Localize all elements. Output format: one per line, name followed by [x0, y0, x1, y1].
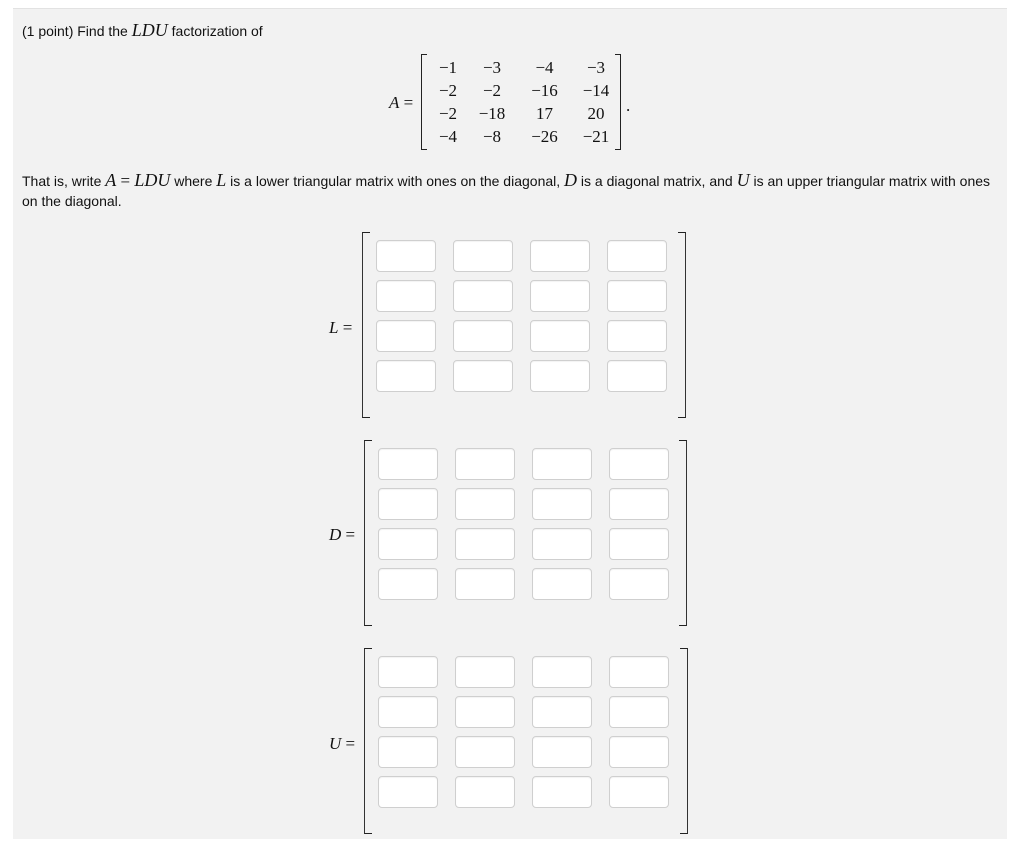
matrix-d-input-r1-c3[interactable] — [532, 448, 592, 480]
matrix-l-input-r4-c2[interactable] — [453, 360, 513, 392]
matrix-l-input-r3-c1[interactable] — [376, 320, 436, 352]
matrix-a-cell: −2 — [482, 81, 502, 100]
matrix-l-input-r3-c3[interactable] — [530, 320, 590, 352]
matrix-a-cell: −26 — [531, 127, 558, 146]
matrix-u-left-bracket — [364, 648, 372, 834]
matrix-a-label: A = — [389, 93, 414, 112]
matrix-a-left-bracket — [421, 54, 427, 150]
matrix-l-input-r4-c4[interactable] — [607, 360, 667, 392]
matrix-a-right-bracket — [615, 54, 621, 150]
matrix-u-input-r1-c1[interactable] — [378, 656, 438, 688]
matrix-l-input-r4-c1[interactable] — [376, 360, 436, 392]
matrix-d-input-r3-c3[interactable] — [532, 528, 592, 560]
matrix-l-input-r2-c4[interactable] — [607, 280, 667, 312]
matrix-d-input-r3-c4[interactable] — [609, 528, 669, 560]
problem-text-prefix: (1 point) Find the — [22, 23, 132, 39]
matrix-u-input-r4-c3[interactable] — [532, 776, 592, 808]
matrix-l-input-r1-c4[interactable] — [607, 240, 667, 272]
matrix-a-cell: −4 — [438, 127, 458, 146]
matrix-u-input-r4-c1[interactable] — [378, 776, 438, 808]
matrix-a-cell: −4 — [535, 58, 554, 77]
matrix-u-label: U = — [329, 734, 356, 753]
matrix-a-cell: −1 — [438, 58, 458, 77]
matrix-u-symbol: U — [329, 734, 342, 753]
matrix-l-input-r1-c3[interactable] — [530, 240, 590, 272]
matrix-u-input-r2-c4[interactable] — [609, 696, 669, 728]
problem-text-suffix: factorization of — [167, 23, 263, 39]
desc-symbol-ldu: LDU — [134, 170, 171, 190]
desc-text-2: where — [170, 173, 217, 189]
matrix-u-right-bracket — [680, 648, 688, 834]
desc-symbol-a: A — [105, 170, 117, 190]
desc-text-4: is a diagonal matrix, and — [577, 173, 737, 189]
matrix-u-input-r2-c3[interactable] — [532, 696, 592, 728]
desc-symbol-l: L — [216, 170, 227, 190]
desc-symbol-d: D — [564, 170, 578, 190]
matrix-u-input-r1-c3[interactable] — [532, 656, 592, 688]
matrix-a-cell: 20 — [587, 104, 605, 123]
matrix-l-symbol: L — [329, 318, 339, 337]
matrix-a-cell: −3 — [586, 58, 606, 77]
matrix-d-symbol: D — [329, 525, 342, 544]
matrix-d-label: D = — [329, 525, 356, 544]
matrix-l-input-r3-c4[interactable] — [607, 320, 667, 352]
matrix-l-input-r1-c1[interactable] — [376, 240, 436, 272]
matrix-a-symbol: A — [389, 93, 400, 112]
matrix-l-input-r3-c2[interactable] — [453, 320, 513, 352]
matrix-d-input-r1-c4[interactable] — [609, 448, 669, 480]
matrix-u-input-r3-c4[interactable] — [609, 736, 669, 768]
matrix-d-input-r1-c2[interactable] — [455, 448, 515, 480]
matrix-d-input-r4-c1[interactable] — [378, 568, 438, 600]
matrix-u-input-r3-c2[interactable] — [455, 736, 515, 768]
desc-text-5: is an upper triangular matrix with ones on the diagonal. — [22, 173, 991, 209]
matrix-a-cell: −16 — [531, 81, 558, 100]
matrix-d-input-r2-c3[interactable] — [532, 488, 592, 520]
matrix-l-right-bracket — [678, 232, 686, 418]
matrix-l-grid — [376, 240, 667, 392]
matrix-l-label: L = — [329, 318, 353, 337]
matrix-a-period: . — [626, 96, 631, 115]
desc-text-1: That is, write — [22, 173, 106, 189]
matrix-l-input-r2-c3[interactable] — [530, 280, 590, 312]
matrix-u — [364, 648, 688, 834]
matrix-a — [421, 54, 621, 150]
matrix-d-grid — [378, 448, 669, 600]
matrix-u-grid — [378, 656, 669, 808]
matrix-l-input-r4-c3[interactable] — [530, 360, 590, 392]
matrix-d-input-r1-c1[interactable] — [378, 448, 438, 480]
matrix-d-input-r2-c1[interactable] — [378, 488, 438, 520]
desc-equals: = — [116, 171, 135, 190]
matrix-u-input-r1-c4[interactable] — [609, 656, 669, 688]
matrix-u-input-r4-c4[interactable] — [609, 776, 669, 808]
matrix-a-cell: −18 — [478, 104, 506, 123]
matrix-d — [364, 440, 687, 626]
desc-symbol-u: U — [736, 170, 750, 190]
matrix-l-input-r2-c1[interactable] — [376, 280, 436, 312]
matrix-d-input-r3-c1[interactable] — [378, 528, 438, 560]
matrix-a-cell: −8 — [482, 127, 502, 146]
matrix-a-cell: −3 — [482, 58, 502, 77]
matrix-a-grid — [429, 56, 620, 148]
ldu-symbol: LDU — [131, 20, 168, 40]
matrix-a-cell: −2 — [438, 104, 458, 123]
problem-statement — [22, 20, 263, 41]
matrix-u-input-r2-c2[interactable] — [455, 696, 515, 728]
matrix-u-input-r2-c1[interactable] — [378, 696, 438, 728]
matrix-l — [362, 232, 686, 418]
matrix-a-cell: 17 — [536, 104, 553, 123]
matrix-d-input-r4-c4[interactable] — [609, 568, 669, 600]
matrix-d-input-r2-c2[interactable] — [455, 488, 515, 520]
matrix-l-input-r1-c2[interactable] — [453, 240, 513, 272]
matrix-d-input-r4-c3[interactable] — [532, 568, 592, 600]
matrix-l-left-bracket — [362, 232, 370, 418]
matrix-u-input-r3-c1[interactable] — [378, 736, 438, 768]
matrix-a-cell: −21 — [582, 127, 610, 146]
desc-text-3: is a lower triangular matrix with ones on the diagonal, — [226, 173, 565, 189]
matrix-d-input-r3-c2[interactable] — [455, 528, 515, 560]
problem-description — [22, 170, 1002, 211]
matrix-a-cell: −14 — [582, 81, 610, 100]
matrix-u-input-r4-c2[interactable] — [455, 776, 515, 808]
matrix-d-input-r2-c4[interactable] — [609, 488, 669, 520]
matrix-d-right-bracket — [679, 440, 687, 626]
matrix-a-cell: −2 — [438, 81, 458, 100]
matrix-d-left-bracket — [364, 440, 372, 626]
matrix-u-input-r1-c2[interactable] — [455, 656, 515, 688]
matrix-l-input-r2-c2[interactable] — [453, 280, 513, 312]
matrix-u-input-r3-c3[interactable] — [532, 736, 592, 768]
matrix-d-input-r4-c2[interactable] — [455, 568, 515, 600]
